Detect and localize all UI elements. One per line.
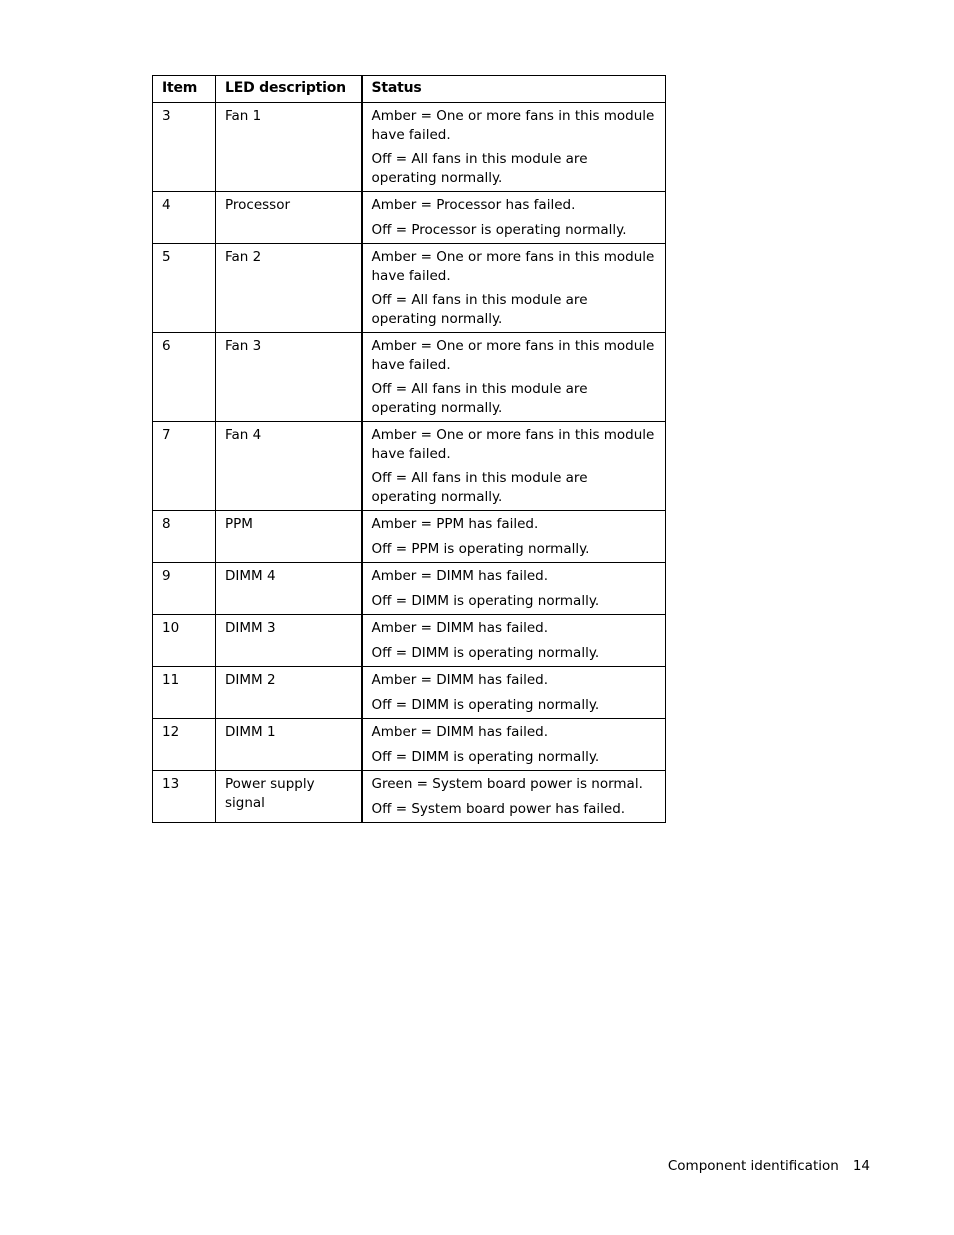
table-row [153, 244, 666, 333]
page-number: 14 [852, 1158, 870, 1174]
table-header-row [153, 76, 666, 103]
status-line: Amber = One or more fans in this module have failed. [371, 108, 655, 143]
status-line: Amber = DIMM has failed. [371, 672, 549, 688]
led-status-table [152, 75, 666, 823]
status-line: Off = All fans in this module are operating normally. [371, 292, 588, 327]
item-number-cell: 9 [153, 563, 216, 615]
status-line: Off = DIMM is operating normally. [371, 644, 600, 661]
footer-section-title: Component identification [667, 1158, 839, 1174]
led-description-cell: Power supply signal [216, 771, 362, 823]
status-cell [362, 244, 666, 333]
status-line: Green = System board power is normal. [371, 776, 643, 792]
led-description-cell: Fan 4 [216, 422, 362, 511]
led-description-cell: DIMM 1 [216, 719, 362, 771]
item-number-cell: 6 [153, 333, 216, 422]
status-line: Off = All fans in this module are operating normally. [371, 381, 588, 416]
table-row [153, 719, 666, 771]
status-cell [362, 719, 666, 771]
status-cell [362, 333, 666, 422]
led-description-cell: Fan 3 [216, 333, 362, 422]
table-row [153, 615, 666, 667]
item-number-cell: 12 [153, 719, 216, 771]
status-line: Amber = DIMM has failed. [371, 724, 549, 740]
item-number-cell: 5 [153, 244, 216, 333]
item-number-cell: 13 [153, 771, 216, 823]
table-row [153, 563, 666, 615]
status-line: Off = DIMM is operating normally. [371, 696, 600, 713]
led-description-cell: Processor [216, 192, 362, 244]
status-cell [362, 771, 666, 823]
table-row [153, 511, 666, 563]
table-row [153, 192, 666, 244]
table-row [153, 103, 666, 192]
status-line: Amber = DIMM has failed. [371, 620, 549, 636]
status-line: Off = DIMM is operating normally. [371, 748, 600, 765]
status-line: Off = DIMM is operating normally. [371, 592, 600, 609]
item-number-cell: 4 [153, 192, 216, 244]
status-cell [362, 615, 666, 667]
table-row [153, 422, 666, 511]
header-item: Item [153, 76, 216, 103]
led-description-cell: Fan 2 [216, 244, 362, 333]
status-line: Amber = One or more fans in this module have failed. [371, 427, 655, 462]
led-description-cell: DIMM 2 [216, 667, 362, 719]
status-line: Amber = Processor has failed. [371, 197, 576, 213]
status-cell [362, 192, 666, 244]
status-line: Off = All fans in this module are operating normally. [371, 151, 588, 186]
status-cell [362, 667, 666, 719]
led-description-cell: DIMM 4 [216, 563, 362, 615]
table-body [153, 103, 666, 823]
status-line: Amber = PPM has failed. [371, 516, 539, 532]
status-cell [362, 422, 666, 511]
led-description-cell: DIMM 3 [216, 615, 362, 667]
status-cell [362, 563, 666, 615]
table-row [153, 333, 666, 422]
page-footer [668, 1158, 870, 1174]
item-number-cell: 7 [153, 422, 216, 511]
led-description-cell: PPM [216, 511, 362, 563]
header-led-description: LED description [216, 76, 362, 103]
status-line: Amber = One or more fans in this module have failed. [371, 338, 655, 373]
item-number-cell: 11 [153, 667, 216, 719]
status-line: Off = All fans in this module are operating normally. [371, 470, 588, 505]
status-line: Off = Processor is operating normally. [371, 221, 627, 238]
status-line: Off = PPM is operating normally. [371, 540, 590, 557]
table-row [153, 667, 666, 719]
status-line: Off = System board power has failed. [371, 800, 626, 817]
status-cell [362, 103, 666, 192]
item-number-cell: 3 [153, 103, 216, 192]
status-line: Amber = One or more fans in this module have failed. [371, 249, 655, 284]
status-cell [362, 511, 666, 563]
item-number-cell: 8 [153, 511, 216, 563]
table-row [153, 771, 666, 823]
led-description-cell: Fan 1 [216, 103, 362, 192]
status-line: Amber = DIMM has failed. [371, 568, 549, 584]
item-number-cell: 10 [153, 615, 216, 667]
header-status: Status [362, 76, 666, 103]
